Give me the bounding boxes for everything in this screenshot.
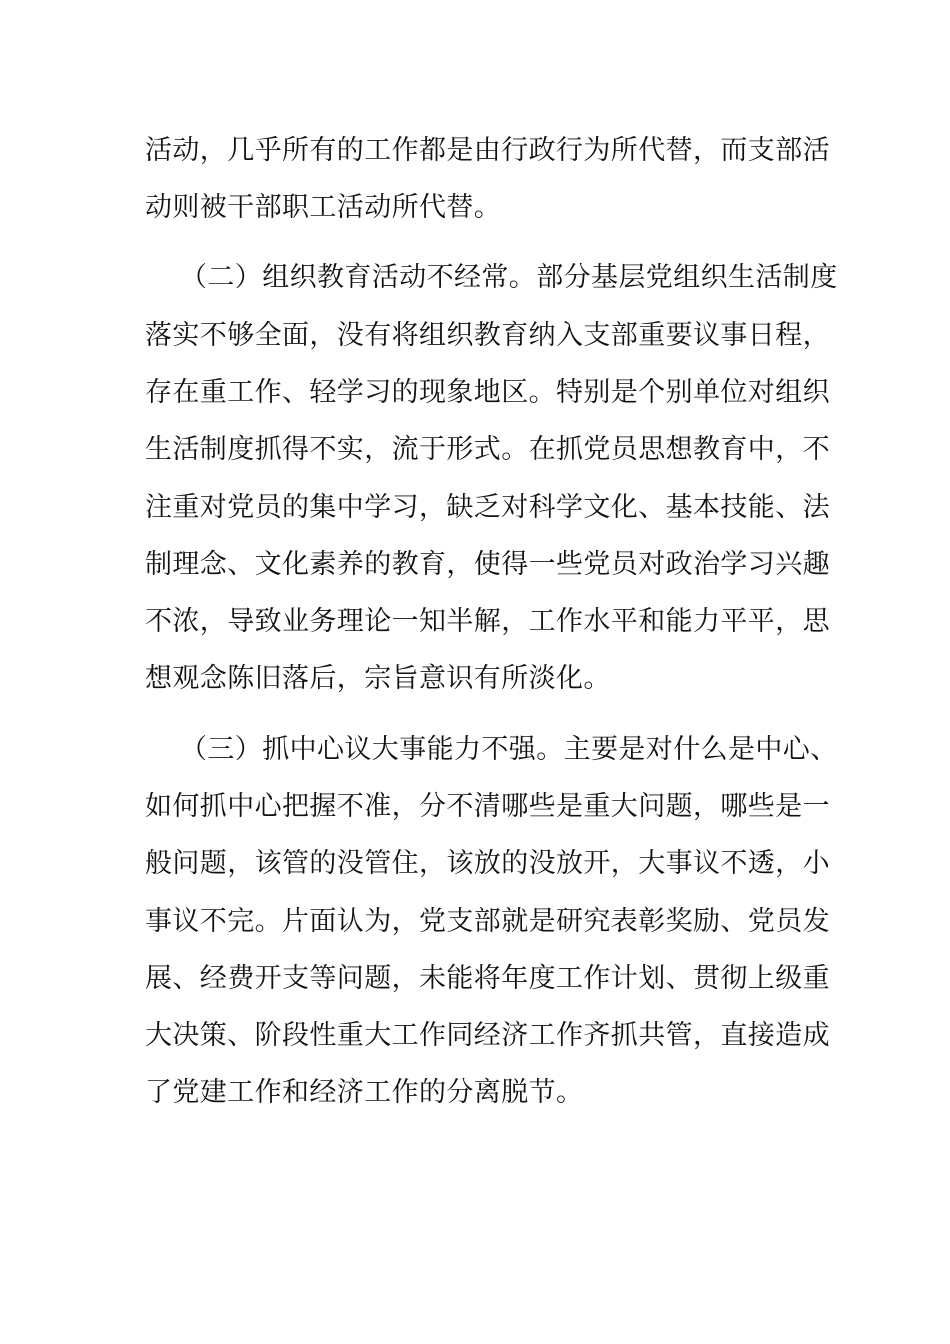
text-line: 存在重工作、轻学习的现象地区。特别是个别单位对组织 xyxy=(145,377,830,408)
text-line: 制理念、文化素养的教育，使得一些党员对政治学习兴趣 xyxy=(145,549,830,580)
text-line: 生活制度抓得不实，流于形式。在抓党员思想教育中，不 xyxy=(145,434,830,465)
text-line: 注重对党员的集中学习，缺乏对科学文化、基本技能、法 xyxy=(145,492,830,523)
text-line: 般问题，该管的没管住，该放的没放开，大事议不透，小 xyxy=(145,848,830,879)
text-line: 想观念陈旧落后，宗旨意识有所淡化。 xyxy=(145,663,611,694)
text-line: 了党建工作和经济工作的分离脱节。 xyxy=(145,1077,584,1108)
text-line: 事议不完。片面认为，党支部就是研究表彰奖励、党员发 xyxy=(145,906,830,937)
text-line: 动则被干部职工活动所代替。 xyxy=(145,192,502,223)
text-line: （三）抓中心议大事能力不强。主要是对什么是中心、 xyxy=(180,734,838,765)
text-line: （二）组织教育活动不经常。部分基层党组织生活制度 xyxy=(180,262,838,293)
text-line: 不浓，导致业务理论一知半解，工作水平和能力平平，思 xyxy=(145,606,830,637)
text-line: 活动，几乎所有的工作都是由行政行为所代替，而支部活 xyxy=(145,135,830,166)
text-line: 如何抓中心把握不准，分不清哪些是重大问题，哪些是一 xyxy=(145,791,830,822)
text-line: 落实不够全面，没有将组织教育纳入支部重要议事日程， xyxy=(145,320,830,351)
text-line: 大决策、阶段性重大工作同经济工作齐抓共管，直接造成 xyxy=(145,1020,830,1051)
text-line: 展、经费开支等问题，未能将年度工作计划、贯彻上级重 xyxy=(145,963,830,994)
